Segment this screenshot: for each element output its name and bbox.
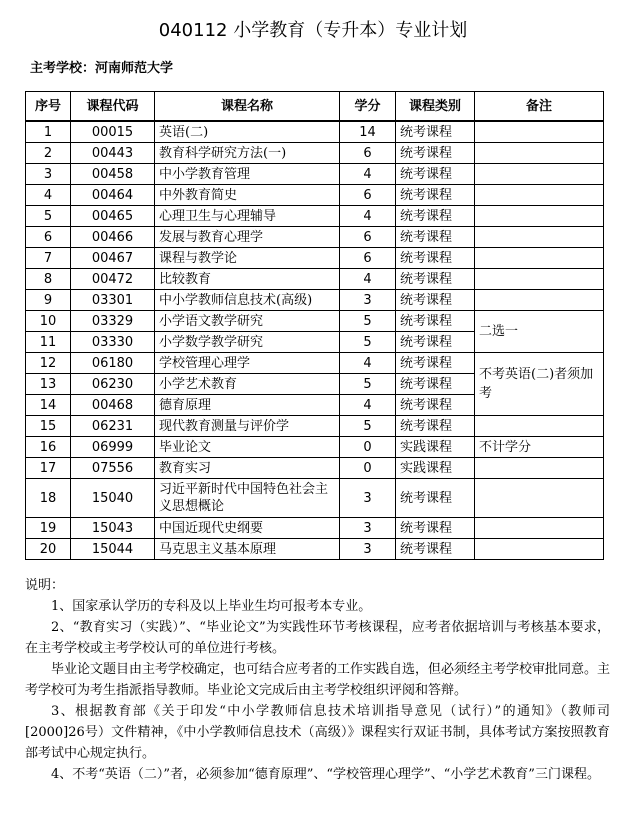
- cell-remark: [475, 143, 604, 164]
- header-remark: 备注: [475, 92, 604, 122]
- cell-credits: 6: [340, 227, 396, 248]
- cell-remark: [475, 164, 604, 185]
- note-item: 毕业论文题目由主考学校确定，也可结合应考者的工作实践自选，但必须经主考学校审批同意。主考学校可为考生指派指导教师。毕业论文完成后由主考学校组织评阅和答辩。: [25, 662, 611, 698]
- cell-category: 统考课程: [396, 121, 475, 143]
- cell-remark: [475, 458, 604, 479]
- cell-code: 00468: [71, 395, 155, 416]
- cell-remark: [475, 121, 604, 143]
- header-name: 课程名称: [155, 92, 340, 122]
- cell-remark: [475, 479, 604, 518]
- cell-code: 00472: [71, 269, 155, 290]
- header-no: 序号: [26, 92, 71, 122]
- cell-credits: 5: [340, 332, 396, 353]
- cell-course-name: 现代教育测量与评价学: [155, 416, 340, 437]
- cell-no: 11: [26, 332, 71, 353]
- cell-credits: 3: [340, 518, 396, 539]
- table-row: [26, 290, 604, 311]
- cell-no: 14: [26, 395, 71, 416]
- cell-code: 00015: [71, 121, 155, 143]
- cell-code: 00464: [71, 185, 155, 206]
- cell-no: 6: [26, 227, 71, 248]
- cell-credits: 4: [340, 395, 396, 416]
- cell-no: 3: [26, 164, 71, 185]
- cell-no: 19: [26, 518, 71, 539]
- cell-credits: 3: [340, 539, 396, 560]
- cell-course-name: 学校管理心理学: [155, 353, 340, 374]
- cell-category: 统考课程: [396, 143, 475, 164]
- cell-credits: 4: [340, 206, 396, 227]
- cell-credits: 5: [340, 311, 396, 332]
- cell-no: 20: [26, 539, 71, 560]
- notes-heading: 说明：: [25, 578, 65, 593]
- cell-category: 统考课程: [396, 353, 475, 374]
- cell-code: 03330: [71, 332, 155, 353]
- cell-course-name: 中国近现代史纲要: [155, 518, 340, 539]
- header-credits: 学分: [340, 92, 396, 122]
- remark-no-credit: 不计学分: [475, 437, 604, 458]
- note-item: 4、不考“英语（二）”者，必须参加“德育原理”、“学校管理心理学”、“小学艺术教育”三门课程。: [51, 767, 600, 782]
- cell-category: 统考课程: [396, 164, 475, 185]
- notes-section: [25, 575, 610, 785]
- cell-code: 06231: [71, 416, 155, 437]
- cell-category: 统考课程: [396, 416, 475, 437]
- cell-credits: 0: [340, 458, 396, 479]
- cell-category: 统考课程: [396, 332, 475, 353]
- cell-category: 统考课程: [396, 290, 475, 311]
- cell-category: 统考课程: [396, 311, 475, 332]
- table-header-row: [26, 92, 604, 122]
- cell-code: 07556: [71, 458, 155, 479]
- cell-category: 统考课程: [396, 395, 475, 416]
- cell-course-name: 小学艺术教育: [155, 374, 340, 395]
- cell-category: 统考课程: [396, 227, 475, 248]
- note-item: 3、根据教育部《关于印发“中小学教师信息技术培训指导意见（试行）”的通知》（教师司[2000]26号）文件精神，《中小学教师信息技术（高级）》课程实行双证书制，具体考试方案按照教育部考试中心规定执行。: [25, 704, 610, 761]
- cell-code: 06230: [71, 374, 155, 395]
- cell-code: 00466: [71, 227, 155, 248]
- cell-category: 统考课程: [396, 539, 475, 560]
- cell-code: 15044: [71, 539, 155, 560]
- table-row: [26, 458, 604, 479]
- cell-credits: 0: [340, 437, 396, 458]
- remark-no-english: 不考英语(二)者须加考: [475, 353, 604, 416]
- cell-credits: 6: [340, 248, 396, 269]
- cell-remark: [475, 518, 604, 539]
- remark-choose-one: 二选一: [475, 311, 604, 353]
- cell-course-name: 比较教育: [155, 269, 340, 290]
- cell-course-name: 中外教育简史: [155, 185, 340, 206]
- cell-credits: 3: [340, 290, 396, 311]
- cell-code: 06180: [71, 353, 155, 374]
- cell-category: 统考课程: [396, 185, 475, 206]
- cell-course-name: 课程与教学论: [155, 248, 340, 269]
- cell-remark: [475, 290, 604, 311]
- cell-credits: 5: [340, 416, 396, 437]
- cell-no: 5: [26, 206, 71, 227]
- cell-no: 4: [26, 185, 71, 206]
- cell-code: 00458: [71, 164, 155, 185]
- cell-code: 15043: [71, 518, 155, 539]
- cell-code: 03329: [71, 311, 155, 332]
- cell-no: 17: [26, 458, 71, 479]
- cell-credits: 6: [340, 185, 396, 206]
- cell-no: 7: [26, 248, 71, 269]
- table-row: [26, 121, 604, 143]
- table-row: [26, 248, 604, 269]
- cell-no: 10: [26, 311, 71, 332]
- note-item: 2、“教育实习（实践）”、“毕业论文”为实践性环节考核课程，应考者依据培训与考核基本要求，在主考学校或主考学校认可的单位进行考核。: [25, 620, 610, 656]
- cell-category: 实践课程: [396, 437, 475, 458]
- table-row: [26, 437, 604, 458]
- cell-no: 8: [26, 269, 71, 290]
- page-title: 040112 小学教育（专升本）专业计划: [158, 20, 468, 41]
- cell-code: 00465: [71, 206, 155, 227]
- cell-category: 统考课程: [396, 374, 475, 395]
- cell-no: 12: [26, 353, 71, 374]
- cell-course-name: 小学数学教学研究: [155, 332, 340, 353]
- cell-no: 2: [26, 143, 71, 164]
- table-row: [26, 479, 604, 518]
- exam-school: 主考学校：河南师范大学: [30, 61, 174, 76]
- cell-credits: 5: [340, 374, 396, 395]
- cell-credits: 4: [340, 353, 396, 374]
- cell-code: 00467: [71, 248, 155, 269]
- cell-course-name: 心理卫生与心理辅导: [155, 206, 340, 227]
- header-category: 课程类别: [396, 92, 475, 122]
- cell-credits: 14: [340, 121, 396, 143]
- cell-no: 18: [26, 479, 71, 518]
- cell-category: 统考课程: [396, 269, 475, 290]
- cell-remark: [475, 269, 604, 290]
- cell-code: 03301: [71, 290, 155, 311]
- table-row: [26, 269, 604, 290]
- cell-code: 15040: [71, 479, 155, 518]
- cell-remark: [475, 248, 604, 269]
- cell-remark: [475, 227, 604, 248]
- cell-course-name: 习近平新时代中国特色社会主义思想概论: [155, 479, 340, 518]
- table-row: [26, 164, 604, 185]
- cell-course-name: 教育实习: [155, 458, 340, 479]
- cell-course-name: 小学语文教学研究: [155, 311, 340, 332]
- table-row: [26, 143, 604, 164]
- cell-course-name: 中小学教育管理: [155, 164, 340, 185]
- cell-no: 1: [26, 121, 71, 143]
- cell-credits: 3: [340, 479, 396, 518]
- cell-remark: [475, 539, 604, 560]
- cell-code: 06999: [71, 437, 155, 458]
- header-code: 课程代码: [71, 92, 155, 122]
- cell-remark: [475, 206, 604, 227]
- course-plan-table: [25, 91, 604, 560]
- cell-credits: 4: [340, 164, 396, 185]
- cell-category: 统考课程: [396, 518, 475, 539]
- cell-no: 13: [26, 374, 71, 395]
- cell-course-name: 马克思主义基本原理: [155, 539, 340, 560]
- cell-credits: 4: [340, 269, 396, 290]
- table-row: [26, 353, 604, 374]
- cell-course-name: 中小学教师信息技术(高级): [155, 290, 340, 311]
- note-item: 1、国家承认学历的专科及以上毕业生均可报考本专业。: [51, 599, 372, 614]
- cell-code: 00443: [71, 143, 155, 164]
- cell-category: 统考课程: [396, 206, 475, 227]
- cell-no: 15: [26, 416, 71, 437]
- table-row: [26, 311, 604, 332]
- cell-course-name: 发展与教育心理学: [155, 227, 340, 248]
- cell-course-name: 英语(二): [155, 121, 340, 143]
- table-row: [26, 185, 604, 206]
- cell-remark: [475, 416, 604, 437]
- cell-course-name: 毕业论文: [155, 437, 340, 458]
- cell-course-name: 教育科学研究方法(一): [155, 143, 340, 164]
- table-row: [26, 227, 604, 248]
- table-row: [26, 416, 604, 437]
- cell-no: 9: [26, 290, 71, 311]
- table-row: [26, 206, 604, 227]
- cell-credits: 6: [340, 143, 396, 164]
- cell-course-name: 德育原理: [155, 395, 340, 416]
- table-row: [26, 518, 604, 539]
- cell-remark: [475, 185, 604, 206]
- cell-category: 实践课程: [396, 458, 475, 479]
- cell-no: 16: [26, 437, 71, 458]
- cell-category: 统考课程: [396, 479, 475, 518]
- cell-category: 统考课程: [396, 248, 475, 269]
- table-row: [26, 539, 604, 560]
